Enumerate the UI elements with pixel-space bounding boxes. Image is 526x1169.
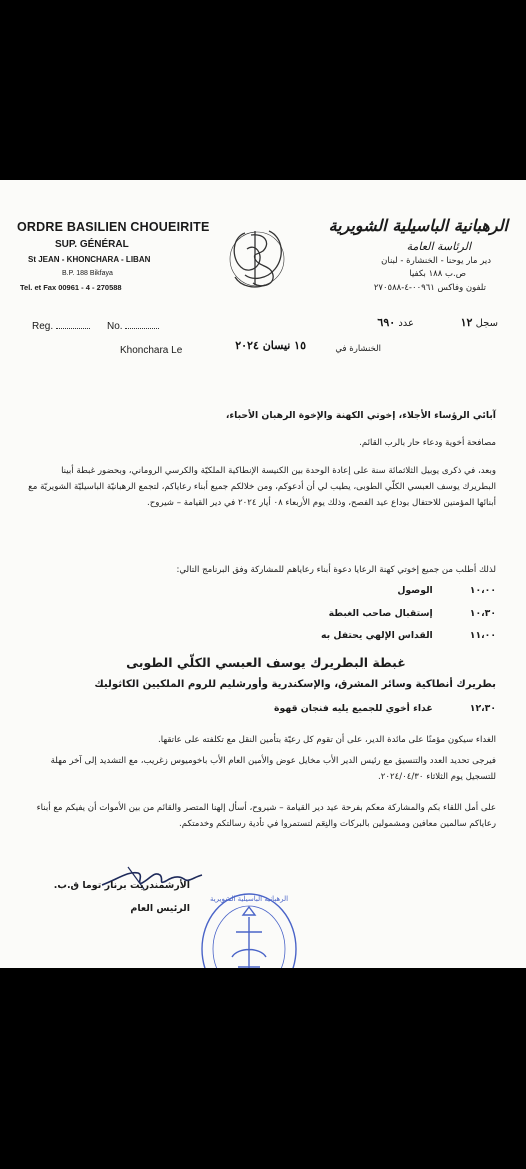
- program-label: غداء أخوي للجميع يليه فنجان قهوة: [274, 703, 433, 714]
- reg-label: Reg.: [32, 321, 54, 332]
- adad-value: ٦٩٠: [377, 316, 396, 329]
- adad-label: عدد: [398, 318, 414, 329]
- paragraph-5: على أمل اللقاء بكم والمشاركة معكم بفرحة عيد دير القيامة – شيروح، أسأل إلهنا المتصر والقائم من بين الأموات أن يفيكم مع أبناء رعاياكم سالمين معافين ومشمولين بالبركات والنِعَم لتستمروا في تأدية رسالتكم وخدمتكم.: [36, 803, 496, 829]
- no-label: No.: [107, 321, 123, 332]
- po-box-ar: ص.ب ١٨٨ بكفيا: [409, 269, 466, 279]
- program-item-arrival: [196, 585, 496, 596]
- program-label: الوصول: [397, 585, 433, 596]
- paragraph-2: لذلك أطلب من جميع إخوتي كهنة الرعايا دعوة أبناء رعاياهم للمشاركة وفق البرنامج التالي:: [176, 565, 496, 575]
- patriarch-name: غبطة البطريرك يوسف العبسي الكلّي الطوبى: [126, 655, 406, 670]
- program-time: ١٠،٠٠: [469, 585, 496, 596]
- salutation: آبائي الرؤساء الأجلاء، إخوتي الكهنة والإخوة الرهبان الأحباء،: [225, 410, 496, 421]
- program-time: ١١،٠٠: [469, 630, 496, 641]
- program-time: ١٢،٣٠: [469, 703, 496, 714]
- no-dots: [125, 328, 159, 329]
- place-fr: Khonchara Le: [120, 345, 183, 356]
- program-item-liturgy: [196, 630, 496, 641]
- program-item-reception: [196, 608, 496, 619]
- letter-sheet: [0, 180, 526, 1001]
- program-time: ١٠،٣٠: [469, 608, 496, 619]
- tel-fax-fr: Tel. et Fax 00961 - 4 - 270588: [20, 283, 122, 292]
- org-name-fr: ORDRE BASILIEN CHOUEIRITE: [17, 220, 210, 234]
- reg-field: [32, 321, 90, 332]
- sijil-label: سجل: [475, 318, 498, 329]
- sijil-field: [461, 316, 498, 329]
- sup-general-ar: الرئاسة العامة: [406, 240, 471, 253]
- no-field: [107, 321, 159, 332]
- address-ar: دير مار يوحنا - الخنشارة - لبنان: [381, 256, 491, 266]
- stamp-top-text: الرهبانية الباسيلية الشويرية: [209, 895, 289, 903]
- paragraph-4: فيرجى تحديد العدد والتنسيق مع رئيس الدير الأب مخايل عوض والأمين العام الأب باخوميوس زغريب، مع التشديد إلى آخر مهلة للتسجيل يوم الثلاثاء ٢٠٢٤/٠٤/٣٠.: [50, 756, 496, 782]
- official-stamp: الرهبانية الباسيلية الشويرية الرئيس العام: [198, 887, 300, 968]
- signatory-title: الرئيس العام: [130, 903, 190, 914]
- signatory-name: الأرشمندريت برنار توما ق.ب.: [53, 880, 190, 891]
- letter-date: ١٥ نيسان ٢٠٢٤: [235, 339, 306, 352]
- address-fr: St JEAN - KHONCHARA - LIBAN: [28, 255, 151, 264]
- paragraph-3: الغداء سيكون مؤمنًا على مائدة الدير، على أن تقوم كل رعيّة بتأمين النقل مع تكلفته على عاتقها.: [158, 735, 496, 745]
- program-label: القداس الإلهي يحتفل به: [321, 630, 433, 641]
- program-item-lunch: [136, 703, 496, 714]
- adad-field: [377, 316, 414, 329]
- reg-dots: [56, 328, 90, 329]
- place-ar: الخنشارة في: [335, 344, 381, 354]
- greeting: مصافحة أخوية ودعاء حار بالرب القائم.: [359, 438, 496, 448]
- patriarch-title: بطريرك أنطاكية وسائر المشرق، والإسكندرية وأورشليم للروم الملكيين الكاثوليك: [94, 679, 496, 690]
- po-box-fr: B.P. 188 Bikfaya: [62, 270, 113, 277]
- monogram-emblem-icon: [225, 225, 290, 293]
- paragraph-1: وبعد، في ذكرى يوبيل الثلاثمائة سنة على إعادة الوحدة بين الكنيسة الإنطاكية الملكيّة والكرسي الروماني، وبحضور غبطة أبينا البطريرك يوسف العبسي الكلّي الطوبى، يطيب لي أن أدعوكم، ومن خلالكم جميع أبناء رعاياكم، لتجمع الرهبانيّة الباسيليّة الشويريّة مع أبنائها المؤمنين للاحتفال بوداع عيد الفصح، وذلك يوم الأربعاء ٠٨ أيار ٢٠٢٤ في دير القيامة – شيروح.: [28, 466, 496, 508]
- tel-fax-ar: تلفون وفاكس ٠٠٩٦١-٤-٢٧٠٥٨٨: [373, 283, 486, 293]
- sup-general-fr: SUP. GÉNÉRAL: [55, 239, 129, 250]
- org-name-ar: الرهبانية الباسيلية الشويرية: [328, 216, 508, 235]
- sijil-value: ١٢: [460, 316, 473, 329]
- program-label: إستقبال صاحب الغبطة: [328, 608, 433, 619]
